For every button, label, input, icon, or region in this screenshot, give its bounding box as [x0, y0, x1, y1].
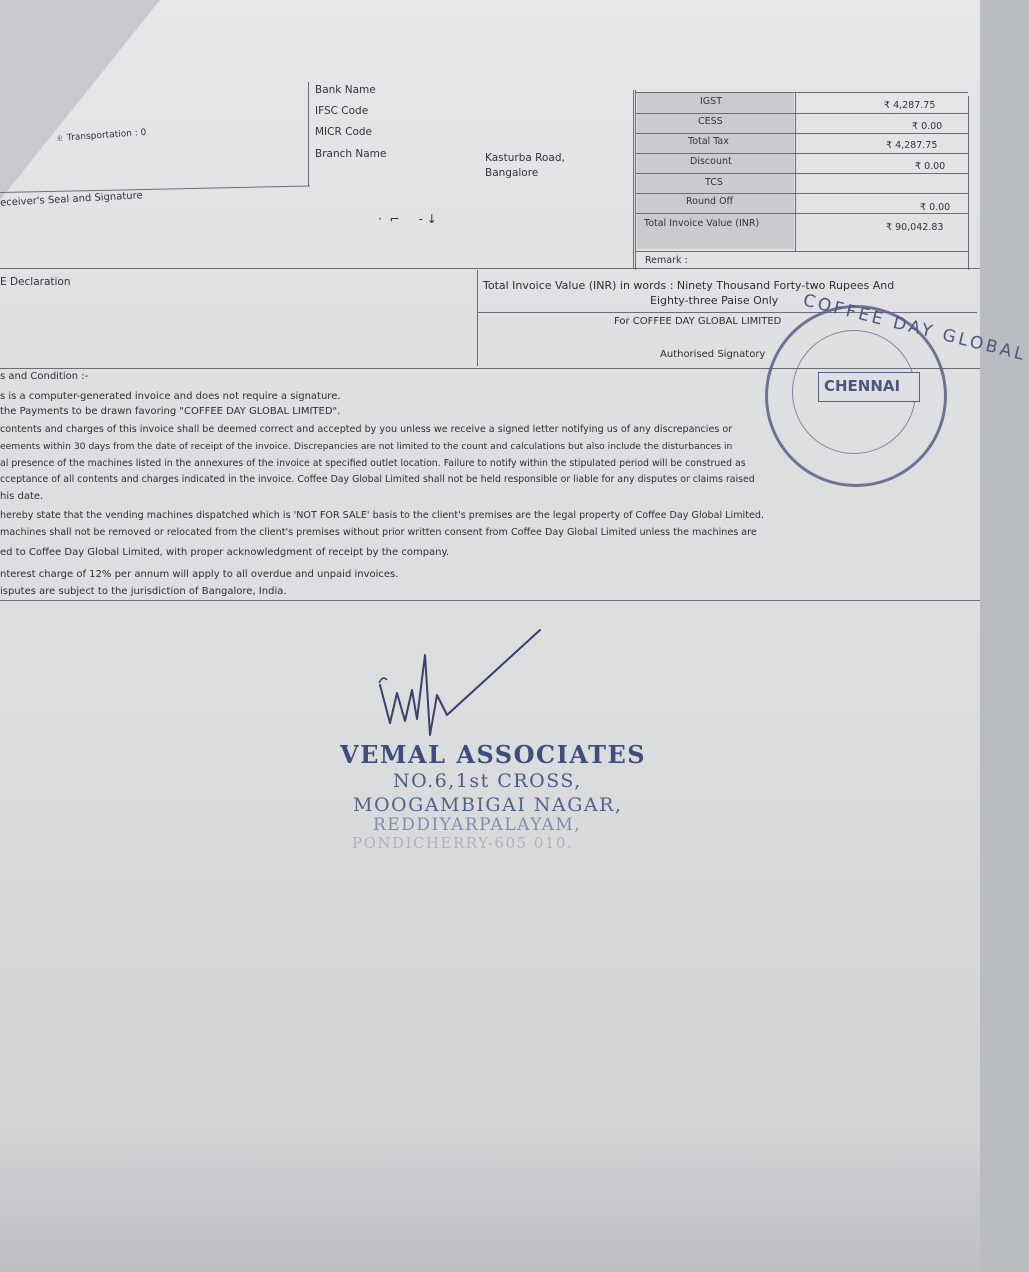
terms-line: al presence of the machines listed in the annexures of the invoice at specified outlet location. Failure to notify within the stipulated period will be construed as	[0, 458, 746, 469]
divider	[0, 268, 980, 269]
terms-line: eements within 30 days from the date of receipt of the invoice. Discrepancies are not limited to the count and calculations but also include the disturbances in	[0, 441, 733, 452]
total-row-value: ₹ 4,287.75	[884, 100, 936, 111]
total-row-label: TCS	[705, 177, 723, 188]
stamp-address-1: NO.6,1st CROSS,	[393, 770, 582, 792]
total-row-label: Round Off	[686, 196, 734, 207]
terms-line: the Payments to be drawn favoring "COFFEE DAY GLOBAL LIMITED".	[0, 406, 341, 417]
terms-line: nterest charge of 12% per annum will apply to all overdue and unpaid invoices.	[0, 569, 399, 580]
divider	[308, 82, 309, 186]
divider	[633, 90, 634, 268]
divider	[477, 312, 977, 313]
terms-heading: s and Condition :-	[0, 371, 89, 382]
total-row-label: Total Tax	[688, 136, 729, 147]
handwritten-signature	[375, 645, 575, 745]
page-shadow	[0, 1130, 980, 1272]
pen-mark: · ⌐ ‑ ↓	[378, 212, 437, 226]
terms-line: his date.	[0, 491, 44, 502]
receiver-seal-label: eceiver's Seal and Signature	[0, 190, 143, 209]
total-row-label: Total Invoice Value (INR)	[644, 218, 760, 229]
total-row-value: ₹ 0.00	[920, 202, 951, 213]
declaration-label: E Declaration	[0, 276, 71, 288]
stamp-name: VEMAL ASSOCIATES	[340, 740, 647, 769]
total-row-label: CESS	[698, 116, 723, 127]
amount-in-words-1: Total Invoice Value (INR) in words : Ninety Thousand Forty-two Rupees And	[483, 279, 895, 292]
remark-label: Remark :	[645, 255, 688, 266]
total-row-label: Discount	[690, 156, 732, 167]
terms-line: isputes are subject to the jurisdiction of Bangalore, India.	[0, 586, 287, 597]
total-row-value: ₹ 4,287.75	[886, 140, 938, 151]
divider	[477, 270, 478, 366]
total-row-value: ₹ 0.00	[915, 161, 946, 172]
stamp-address-3: REDDIYARPALAYAM,	[373, 815, 582, 835]
total-row-value: ₹ 0.00	[912, 121, 943, 132]
terms-line: machines shall not be removed or relocated from the client's premises without prior written consent from Coffee Day Global Limited unless the machines are	[0, 527, 757, 538]
branch-value-2: Bangalore	[485, 167, 539, 179]
seal-city: CHENNAI	[824, 377, 901, 395]
branch-label: Branch Name	[315, 148, 387, 160]
branch-value-1: Kasturba Road,	[485, 152, 565, 164]
stamp-address-4: PONDICHERRY-605 010.	[352, 834, 574, 852]
stamp-address-2: MOOGAMBIGAI NAGAR,	[353, 794, 623, 816]
terms-line: contents and charges of this invoice shall be deemed correct and accepted by you unless we receive a signed letter notifying us of any discrepancies or	[0, 424, 733, 435]
seal-ring-text: COFFEE DAY GLOBAL	[800, 290, 1029, 366]
folded-corner	[0, 0, 160, 200]
transportation-label: ㄓ Transportation : 0	[54, 127, 147, 145]
total-row-label: IGST	[700, 96, 722, 107]
total-invoice-value: ₹ 90,042.83	[886, 222, 944, 233]
terms-line: hereby state that the vending machines dispatched which is 'NOT FOR SALE' basis to the client's premises are the legal property of Coffee Day Global Limited.	[0, 510, 765, 521]
amount-in-words-2: Eighty-three Paise Only	[650, 294, 779, 307]
terms-line: s is a computer-generated invoice and does not require a signature.	[0, 391, 341, 402]
ifsc-label: IFSC Code	[315, 105, 369, 117]
terms-line: ed to Coffee Day Global Limited, with proper acknowledgment of receipt by the company.	[0, 547, 450, 558]
micr-label: MICR Code	[315, 126, 373, 138]
bank-name-label: Bank Name	[315, 84, 376, 96]
authorised-signatory: Authorised Signatory	[660, 349, 766, 360]
for-company: For COFFEE DAY GLOBAL LIMITED	[614, 316, 782, 327]
divider	[0, 600, 980, 601]
terms-line: cceptance of all contents and charges indicated in the invoice. Coffee Day Global Limited shall not be held responsible or liable for any disputes or claims raised	[0, 474, 755, 485]
